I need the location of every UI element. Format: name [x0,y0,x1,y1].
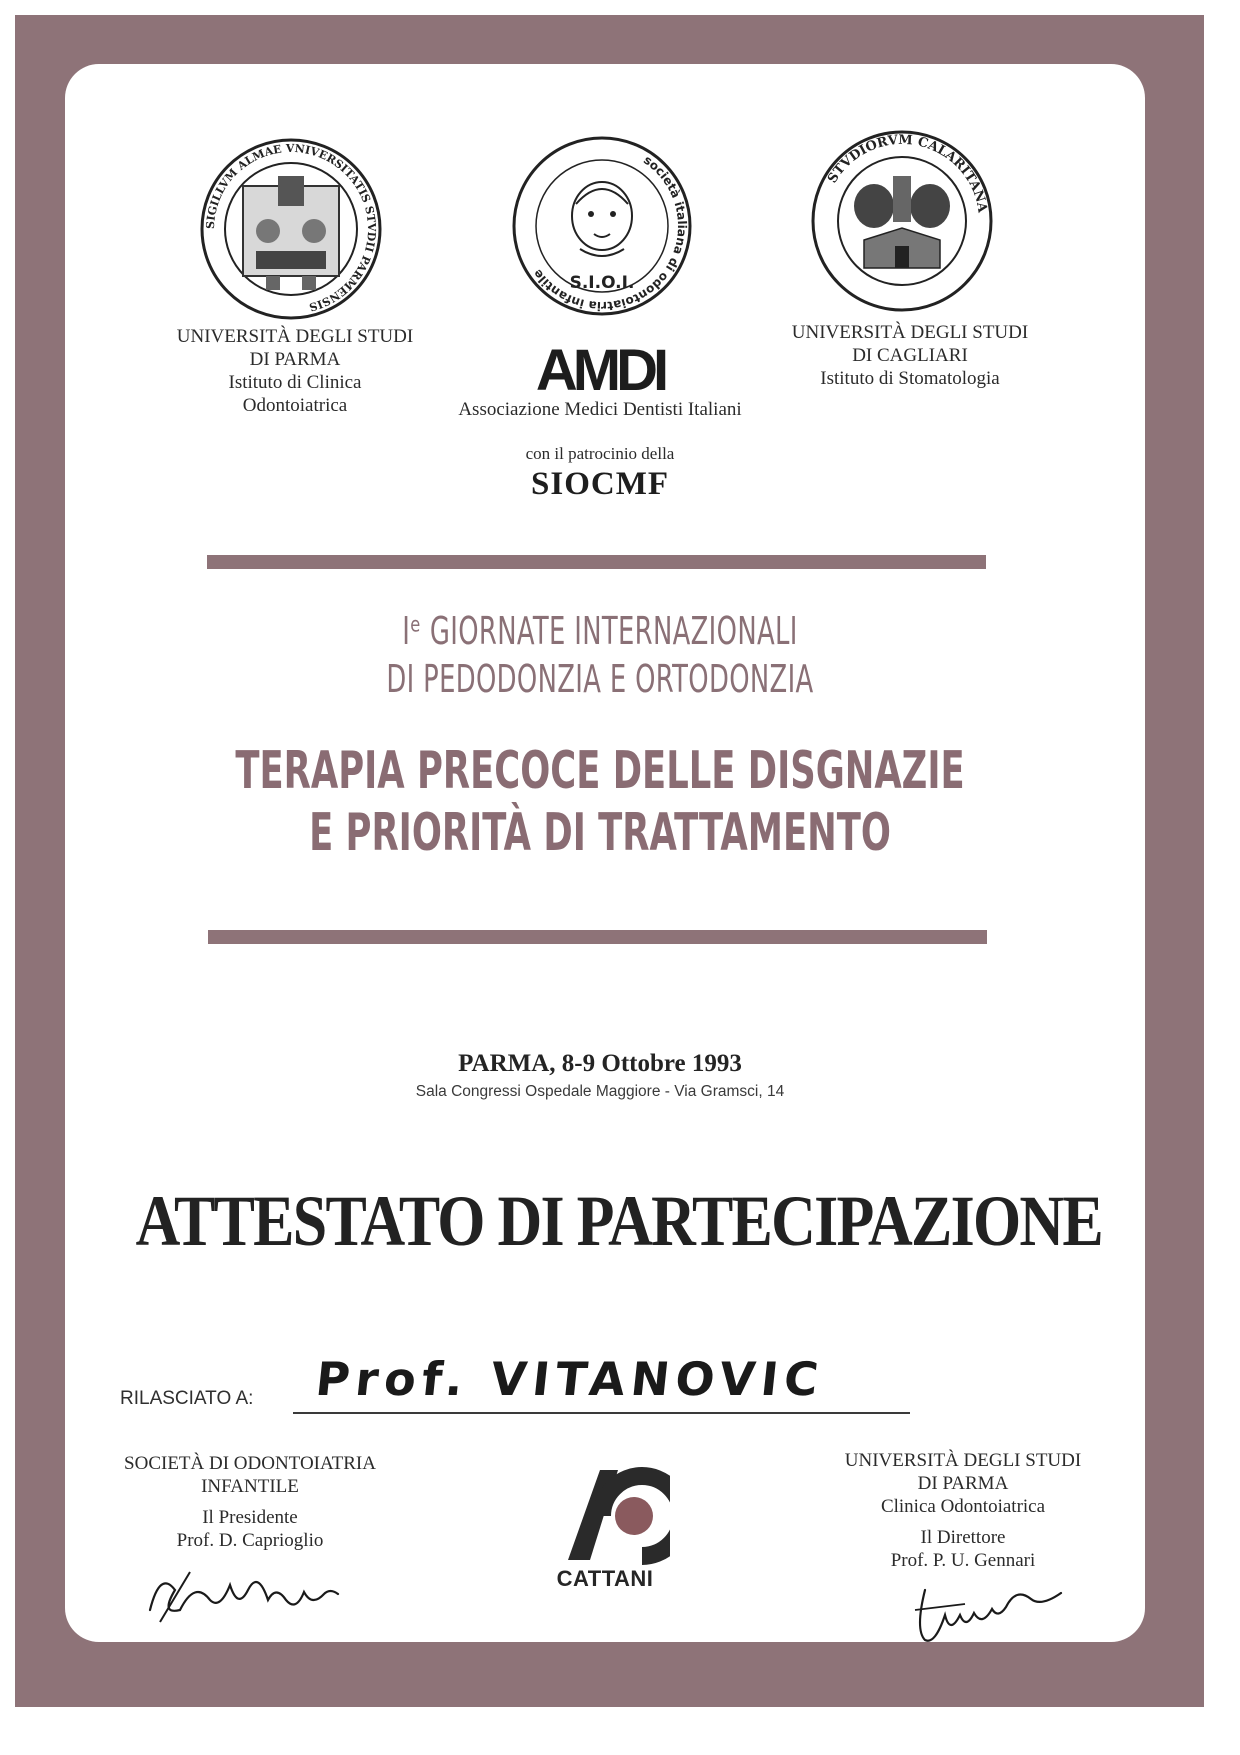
event-subtitle-line-1: Iᵉ GIORNATE INTERNAZIONALI [402,609,798,653]
cagliari-university-seal [809,128,995,314]
event-title [60,740,1140,864]
cattani-name: CATTANI [556,1566,654,1591]
cagliari-line-2: DI CAGLIARI [852,345,968,366]
cagliari-line-3: Istituto di Stomatologia [820,368,1000,389]
footer-left-block [105,1452,395,1552]
footer-left-org-1: SOCIETÀ DI ODONTOIATRIA [124,1453,376,1474]
footer-left-name: Prof. D. Caprioglio [176,1530,324,1551]
parma-line-3: Istituto di Clinica [228,372,362,393]
parma-line-1: UNIVERSITÀ DEGLI STUDI [176,326,414,347]
event-venue: Sala Congressi Ospedale Maggiore - Via Gramsci, 14 [415,1083,785,1100]
footer-right-role: Il Direttore [920,1527,1006,1548]
footer-left-org-2: INFANTILE [201,1476,299,1497]
footer-right-org-2: DI PARMA [917,1473,1009,1494]
svg-text:SIGILLVM ALMAE VNIVERSITATIS S: SIGILLVM ALMAE VNIVERSITATIS STVDII PARMENSIS [203,141,379,314]
parma-line-4: Odontoiatrica [242,395,348,416]
footer-right-org-3: Clinica Odontoiatrica [880,1496,1046,1517]
event-subtitle-line-2: DI PEDODONZIA E ORTODONZIA [386,657,814,701]
parma-institution [150,325,440,417]
sioi-abbreviation: S.I.O.I. [569,273,635,293]
lower-divider-bar [208,930,987,944]
footer-right-org-1: UNIVERSITÀ DEGLI STUDI [844,1450,1082,1471]
event-subtitle [100,607,1100,703]
amdi-logo [450,338,750,403]
president-signature [140,1560,350,1635]
event-title-line-2: E PRIORITÀ DI TRATTAMENTO [309,803,891,863]
certificate-heading: ATTESTATO DI PARTECIPAZIONE [135,1181,1102,1261]
parma-line-2: DI PARMA [249,349,341,370]
director-signature [895,1580,1075,1655]
amdi-association: Associazione Medici Dentisti Italiani [458,399,742,420]
event-place-date: PARMA, 8-9 Ottobre 1993 [458,1050,742,1077]
certificate-heading-wrap [60,1180,1140,1263]
cagliari-institution [765,321,1055,390]
issued-to-line [293,1412,910,1414]
recipient-name: Prof. VITANOVIC [313,1352,827,1406]
parma-seal-text [198,136,384,322]
footer-right-name: Prof. P. U. Gennari [890,1550,1036,1571]
patronage-label: con il patrocinio della [525,444,675,463]
svg-text:società italiana di odontoiatr: società italiana di odontoiatria infantile [530,152,690,314]
event-title-line-1: TERAPIA PRECOCE DELLE DISGNAZIE [235,741,965,801]
amdi-logo-text: AMDI [535,338,665,403]
patronage-org: SIOCMF [531,466,669,502]
cagliari-line-1: UNIVERSITÀ DEGLI STUDI [791,322,1029,343]
cattani-logo [540,1460,670,1575]
svg-text:STVDIORVM CALARITANA: STVDIORVM CALARITANA [825,132,990,214]
issued-to-label: RILASCIATO A: [120,1388,254,1409]
upper-divider-bar [207,555,986,569]
footer-left-role: Il Presidente [202,1507,298,1528]
footer-right-block [818,1449,1108,1572]
